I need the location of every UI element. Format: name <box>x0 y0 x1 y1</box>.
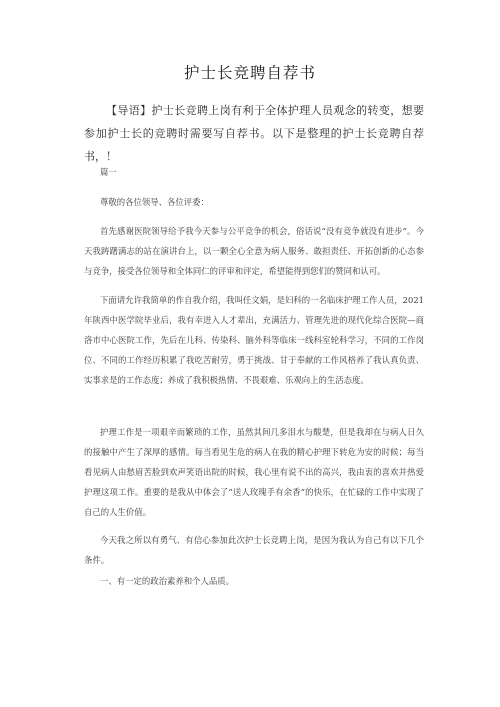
body-paragraph-3: 护理工作是一项艰辛而繁琐的工作，虽然其间几多泪水与酸楚，但是我却在与病人日久的接触中产生了深厚的感情。每当看见生危的病人在我的精心护理下转危为安的时候；每当看见病人由愁眉苦脸到欢声笑语出院的时候，我心里有说不出的高兴，我由衷的喜欢并热爱护理这项工作。重要的是我从中体会了“送人玫瑰手有余香”的快乐，在忙碌的工作中实现了自己的人生价值。 <box>84 427 424 517</box>
intro-paragraph: 【导语】护士长竞聘上岗有利于全体护理人员观念的转变，想要参加护士长的竞聘时需要写自荐书。以下是整理的护士长竞聘自荐书，！ <box>84 104 424 163</box>
document-title: 护士长竞聘自荐书 <box>183 64 316 82</box>
body-paragraph-1: 首先感谢医院领导给予我今天参与公平竞争的机会，俗话说“没有竞争就没有进步”。今天我踌躇满志的站在演讲台上，以一颗全心全意为病人服务、敢担责任、开拓创新的心态参与竞争，接受各位领导和全体同仁的评审和评定，希望能得到您们的赞同和认可。 <box>84 226 424 276</box>
body-paragraph-4: 今天我之所以有勇气、有信心参加此次护士长竞聘上岗，是因为我认为自己有以下几个条件。 <box>84 535 424 565</box>
body-paragraph-2: 下面请允许我简单的作自我介绍，我叫任文娟，是妇科的一名临床护理工作人员，2021年陕西中医学院毕业后，我有幸进入人才辈出，充满活力、管理先进的现代化综合医院—商洛市中心医院工作，先后在儿科、传染科、脑外科等临床一线科室轮科学习，不同的工作岗位、不同的工作经历积累了我吃苦耐劳，勇于挑战、甘于奉献的工作风格养了我认真负责、实事求是的工作态度；养成了我积极热情、不畏艰难、乐观向上的生活态度。 <box>84 295 424 385</box>
greeting-line: 尊敬的各位领导、各位评委： <box>100 197 209 207</box>
list-item-1: 一、有一定的政治素养和个人品质。 <box>100 576 234 586</box>
section-heading: 篇一 <box>100 167 117 177</box>
